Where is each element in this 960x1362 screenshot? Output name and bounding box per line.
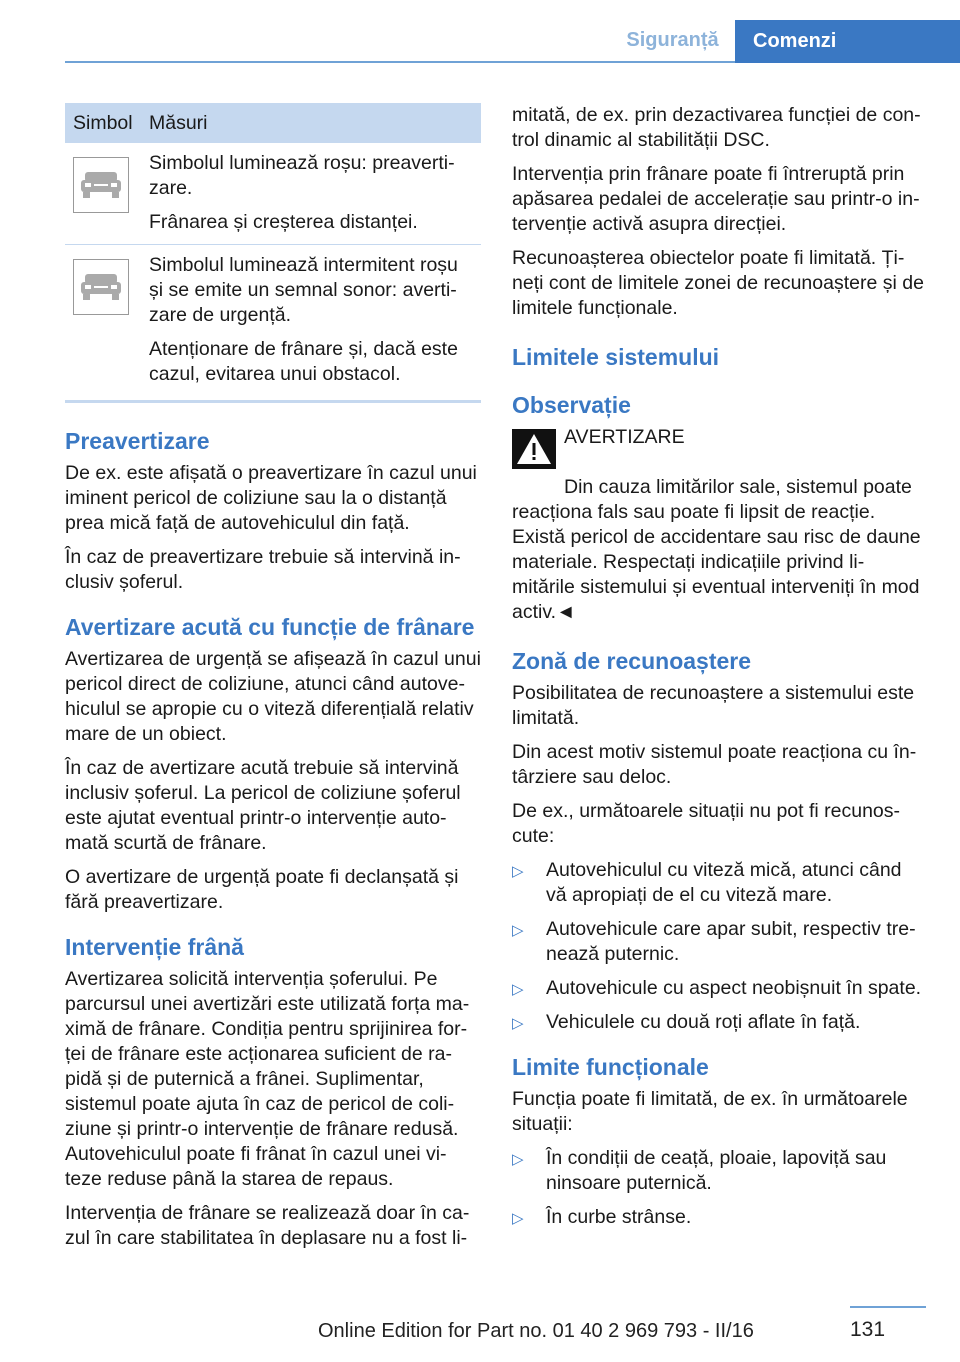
paragraph: Din acest motiv sistemul poate reacționa cu în-târziere sau deloc. xyxy=(512,741,917,788)
section-avertizare-acuta xyxy=(65,613,481,915)
bullet-triangle-icon: ▷ xyxy=(512,1210,524,1227)
section-title: Intervenție frână xyxy=(65,934,244,960)
subsection-title-observatie: Observație xyxy=(512,392,631,418)
measure-text: Simbolul luminează intermitent roșu și se emite un semnal sonor: averti-zare de urgență. xyxy=(149,254,458,326)
table-header-row xyxy=(65,103,481,143)
paragraph: De ex. este afișată o preavertizare în cazul unui iminent pericol de coliziune sau la o distanță prea mică față de autovehiculul din față. xyxy=(65,462,477,534)
section-title-limitele-sistemului: Limitele sistemului xyxy=(512,344,720,370)
measures-cell xyxy=(141,245,481,402)
table-header-masuri: Măsuri xyxy=(141,103,481,143)
warning-triangle-icon xyxy=(512,429,556,469)
bullet-triangle-icon: ▷ xyxy=(512,981,524,998)
warning-label: AVERTIZARE xyxy=(564,426,685,448)
icon-cell xyxy=(65,143,141,245)
warning-box xyxy=(512,425,926,469)
car-warning-icon xyxy=(73,157,129,213)
edition-text: Online Edition for Part no. 01 40 2 969 793 - II/16 xyxy=(318,1320,754,1342)
bullet-list xyxy=(512,1146,926,1230)
list-item: ▷ Autovehicule cu aspect neobișnuit în spate. xyxy=(512,976,926,1001)
section-title: Avertizare acută cu funcție de frânare xyxy=(65,614,475,640)
car-warning-icon xyxy=(73,259,129,315)
table-row xyxy=(65,245,481,402)
paragraph: Recunoașterea obiectelor poate fi limitată. Ți-neți cont de limitele zonei de recunoaștere și de limitele funcționale. xyxy=(512,247,924,319)
measure-text: Frânarea și creșterea distanței. xyxy=(149,211,418,233)
bullet-triangle-icon: ▷ xyxy=(512,1151,524,1168)
left-column xyxy=(65,103,481,1260)
paragraph: Funcția poate fi limitată, de ex. în următoarele situații: xyxy=(512,1088,908,1135)
section-preavertizare xyxy=(65,427,481,595)
footer-line xyxy=(850,1306,926,1308)
tab-comenzi[interactable]: Comenzi xyxy=(735,20,960,63)
bullet-list xyxy=(512,858,926,1035)
section-title: Limite funcționale xyxy=(512,1054,709,1080)
symbol-table xyxy=(65,103,481,403)
page-number: 131 xyxy=(850,1318,886,1341)
section-interventie-frana xyxy=(65,933,481,1251)
table-header-simbol: Simbol xyxy=(65,103,141,143)
list-item: ▷ Vehiculele cu două roți aflate în față. xyxy=(512,1010,926,1035)
bullet-triangle-icon: ▷ xyxy=(512,922,524,939)
measure-text: Simbolul luminează roșu: preaverti-zare. xyxy=(149,152,455,199)
paragraph: O avertizare de urgență poate fi declanșată și fără preavertizare. xyxy=(65,866,459,913)
icon-cell xyxy=(65,245,141,402)
paragraph: mitată, de ex. prin dezactivarea funcției de con-trol dinamic al stabilității DSC. xyxy=(512,104,921,151)
bullet-triangle-icon: ▷ xyxy=(512,863,524,880)
warning-text: Din cauza limitărilor sale, sistemul poate reacționa fals sau poate fi lipsit de reacție. Există pericol de accidentare sau risc de daune materiale. Respectați indicațiile privind li-mitările sistemului și eventual interveniți în mod activ.◄ xyxy=(512,476,921,623)
paragraph: Avertizarea solicită intervenția șoferului. Pe parcursul unei avertizări este utilizată forța ma-ximă de frânare. Condiția pentru sprijinirea for-ței de frânare este acționarea suficient de ra-pidă și de puternică a frânei. Suplimentar, sistemul poate ajuta în caz de pericol de coli-ziune și printr-o intervenție de frânare redusă. Autovehiculul poate fi frânat în cazul unei vi-teze reduse până la starea de repaus. xyxy=(65,968,470,1190)
paragraph: Intervenția de frânare se realizează doar în ca-zul în care stabilitatea în deplasare nu a fost li- xyxy=(65,1202,470,1249)
paragraph: Posibilitatea de recunoaștere a sistemului este limitată. xyxy=(512,682,915,729)
bullet-triangle-icon: ▷ xyxy=(512,1015,524,1032)
tab-siguranta[interactable]: Siguranță xyxy=(626,29,719,51)
paragraph: Intervenția prin frânare poate fi întreruptă prin apăsarea pedalei de accelerație sau printr-o in-tervenție activă asupra direcției. xyxy=(512,163,920,235)
paragraph: În caz de avertizare acută trebuie să intervină inclusiv șoferul. La pericol de coliziune șoferul este ajutat eventual printr-o intervenție auto-mată scurtă de frânare. xyxy=(65,757,461,854)
measure-text: Atenționare de frânare și, dacă este cazul, evitarea unui obstacol. xyxy=(149,338,458,385)
right-column xyxy=(512,103,926,1239)
list-item: ▷ Autovehicule care apar subit, respectiv tre-nează puternic. xyxy=(512,918,916,965)
section-limite-functionale xyxy=(512,1053,926,1230)
list-item: ▷ În condiții de ceață, ploaie, lapoviță sau ninsoare puternică. xyxy=(512,1147,887,1194)
section-zona-recunoastere xyxy=(512,647,926,1035)
measures-cell xyxy=(141,143,481,245)
table-row xyxy=(65,143,481,245)
paragraph: În caz de preavertizare trebuie să intervină in-clusiv șoferul. xyxy=(65,546,461,593)
list-item: ▷ În curbe strânse. xyxy=(512,1205,926,1230)
list-item: ▷ Autovehiculul cu viteză mică, atunci când vă apropiați de el cu viteză mare. xyxy=(512,859,902,906)
paragraph: De ex., următoarele situații nu pot fi recunos-cute: xyxy=(512,800,901,847)
section-title: Zonă de recunoaștere xyxy=(512,648,752,674)
paragraph: Avertizarea de urgență se afișează în cazul unui pericol direct de coliziune, atunci când autove-hiculul se apropie cu o viteză diferențială relativ mare de un obiect. xyxy=(65,648,481,745)
section-title: Preavertizare xyxy=(65,428,210,454)
